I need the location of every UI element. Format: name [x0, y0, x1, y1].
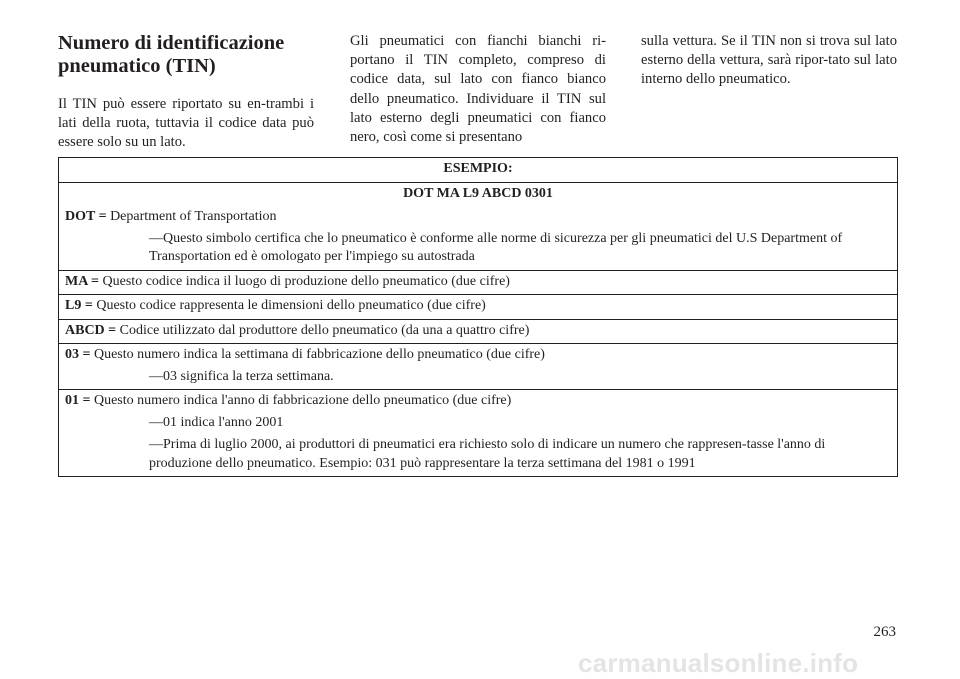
row-notes [65, 414, 891, 474]
row-description: Questo numero indica la settimana di fabbricazione dello pneumatico (due cifre) [90, 347, 545, 362]
row-notes [65, 368, 891, 387]
intro-paragraph-2: Gli pneumatici con fianchi bianchi ri-portano il TIN completo, compreso di codice data, sul lato con fianco bianco dello pneumatico. Individuare il TIN sul lato esterno degli pneumatici con fianco nero, così come si presentano [350, 33, 606, 146]
intro-column-2 [350, 32, 606, 147]
row-term: DOT = [65, 209, 107, 224]
page-number: 263 [873, 624, 896, 640]
table-header: ESEMPIO: [443, 161, 513, 176]
row-term: ABCD = [65, 322, 117, 338]
table-row [59, 206, 897, 270]
table-row [59, 389, 897, 476]
table-row [59, 270, 897, 295]
row-term: 01 = [65, 393, 91, 408]
row-description: Department of Transportation [106, 209, 277, 224]
row-description: Questo codice rappresenta le dimensioni dello pneumatico (due cifre) [92, 298, 486, 313]
row-note: —Questo simbolo certifica che lo pneumatico è conforme alle norme di sicurezza per gli pneumatici del U.S Department of Transportation ed è omologato per l'impiego su autostrada [149, 230, 843, 264]
intro-column-3 [641, 32, 897, 90]
row-note: —01 indica l'anno 2001 [149, 414, 284, 430]
table-row [59, 343, 897, 389]
tin-example-table [58, 157, 898, 477]
row-term: L9 = [65, 298, 93, 313]
intro-paragraph-1: Il TIN può essere riportato su en-trambi i lati della ruota, tuttavia il codice data può essere solo su un lato. [58, 96, 314, 151]
row-note: —Prima di luglio 2000, ai produttori di pneumatici era richiesto solo di indicare un numero che rappresen-tasse l'anno di produzione dello pneumatico. Esempio: 031 può rappresentare la terza settimana del 1981 o 1991 [149, 437, 826, 471]
table-row [59, 319, 897, 344]
table-body [59, 206, 897, 476]
row-description: Questo numero indica l'anno di fabbricazione dello pneumatico (due cifre) [90, 393, 512, 408]
row-term: 03 = [65, 347, 91, 362]
table-row [59, 294, 897, 319]
row-notes [65, 230, 891, 267]
row-note: —03 significa la terza settimana. [149, 368, 334, 384]
intro-paragraph-3: sulla vettura. Se il TIN non si trova sul lato esterno della vettura, sarà ripor-tato sul lato interno dello pneumatico. [641, 33, 897, 88]
row-description: Codice utilizzato dal produttore dello pneumatico (da una a quattro cifre) [116, 322, 530, 338]
row-term: MA = [65, 273, 100, 289]
example-code: DOT MA L9 ABCD 0301 [59, 182, 897, 207]
section-heading: Numero di identificazione pneumatico (TIN) [58, 32, 285, 77]
intro-column-1 [58, 95, 314, 153]
watermark: carmanualsonline.info [578, 648, 859, 678]
row-description: Questo codice indica il luogo di produzione dello pneumatico (due cifre) [99, 273, 510, 289]
